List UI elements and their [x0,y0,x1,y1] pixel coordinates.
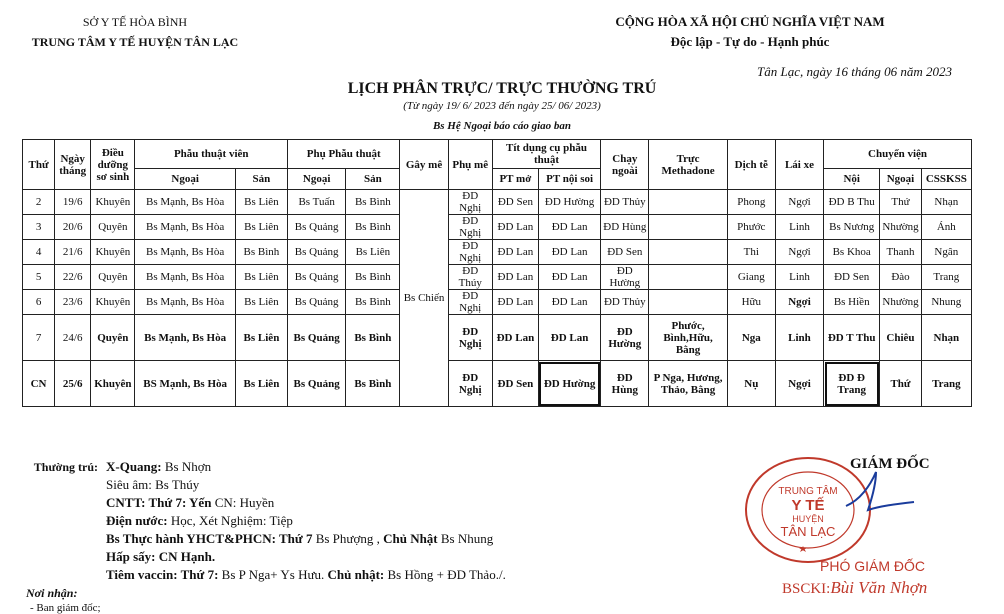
stamp-line-2: Y TẾ [791,497,825,514]
cell-chay: ĐD Sen [601,240,649,265]
sub-cv-csskss: CSSKSS [921,169,971,190]
cell-ptv-san: Bs Liên [235,265,287,290]
cell-noi: ĐD Sen [824,265,880,290]
cell-ppt-san: Bs Bình [346,265,400,290]
org-parent: SỞ Y TẾ HÒA BÌNH [82,15,188,29]
cell-ngoai: Nhường [880,215,921,240]
cell-chay: ĐD Thủy [601,190,649,215]
noi-nhan-item: - Ban giám đốc; [30,602,101,614]
cell-pt-mo: ĐD Lan [492,240,538,265]
cell-lai: Linh [775,215,823,240]
vaccin-cn: Chủ nhật: [327,567,385,582]
signature-scribble [840,466,920,516]
cell-thu: 6 [23,290,55,315]
cell-thu: 7 [23,315,55,361]
cell-ngoai: Thứ [880,361,921,407]
col-lai-xe: Lái xe [775,140,823,190]
cell-csskss: Trang [921,361,971,407]
cell-ppt-san: Bs Bình [346,190,400,215]
signer-prefix: BSCKI: [782,581,831,597]
yhct-label: Bs Thực hành YHCT&PHCN: Thứ 7 [106,531,313,546]
col-phau-thuat-vien: Phẫu thuật viên [135,140,288,169]
director-title: GIÁM ĐỐC [850,456,930,472]
cell-meth [649,190,727,215]
cell-ngay: 25/6 [55,361,91,407]
cell-phu-me: ĐD Thúy [448,265,492,290]
yhct-cn: Chủ Nhật [383,531,438,546]
cell-ptv-ngoai: Bs Mạnh, Bs Hòa [135,315,235,361]
cell-dd: Quyên [91,315,135,361]
cell-noi: Bs Khoa [824,240,880,265]
col-dieu-duong: Điều dưỡng sơ sinh [91,140,135,190]
cell-chay: ĐD Hường [601,265,649,290]
table-row [23,265,972,290]
cell-pt-ns: ĐD Lan [538,315,600,361]
cell-dd: Quyên [91,265,135,290]
cell-ngoai: Thanh [880,240,921,265]
cell-ngay: 20/6 [55,215,91,240]
cell-ppt-ngoai: Bs Quảng [288,215,346,240]
sub-cv-noi: Nội [824,169,880,190]
cell-thu: 2 [23,190,55,215]
cell-ptv-san: Bs Liên [235,361,287,407]
cntt-value: CN: Huyền [211,495,275,510]
cell-csskss: Trang [921,265,971,290]
cell-ppt-ngoai: Bs Quảng [288,265,346,290]
yhct-mid: Bs Phượng , [312,531,384,546]
cell-pt-ns: ĐD Hường [538,361,600,407]
sub-ppt-san: Sản [346,169,400,190]
thuong-tru-label: Thường trú: [33,460,98,474]
sub-ptv-ngoai: Ngoại [135,169,235,190]
table-row [23,361,972,407]
cell-meth: P Nga, Hương, Thảo, Bằng [649,361,727,407]
cell-ptv-san: Bs Liên [235,315,287,361]
table-row [23,215,972,240]
org-name: TRUNG TÂM Y TẾ HUYỆN TÂN LẠC [31,35,239,49]
cell-meth: Phước, Bình,Hữu, Bằng [649,315,727,361]
cell-lai: Ngợi [775,361,823,407]
date-line: Tân Lạc, ngày 16 tháng 06 năm 2023 [757,64,952,79]
cell-lai: Ngợi [775,240,823,265]
cell-ptv-ngoai: BS Mạnh, Bs Hòa [135,361,235,407]
cell-pt-mo: ĐD Lan [492,265,538,290]
cell-dd: Khuyên [91,361,135,407]
table-row [23,315,972,361]
vaccin-mid: Bs P Nga+ Ys Hưu. [218,567,328,582]
cell-ngoai: Nhường [880,290,921,315]
cell-chay: ĐD Thủy [601,290,649,315]
cell-thu: 3 [23,215,55,240]
cntt-label: CNTT: Thứ 7: Yến [106,495,212,510]
table-row [23,190,972,215]
cell-ptv-san: Bs Liên [235,215,287,240]
cell-dich: Thi [727,240,775,265]
yhct-end: Bs Nhung [437,531,494,546]
cell-pt-ns: ĐD Lan [538,240,600,265]
cell-ppt-ngoai: Bs Quảng [288,290,346,315]
cell-gay-me: Bs Chiến [400,190,448,407]
cell-ptv-san: Bs Bình [235,240,287,265]
cell-ppt-san: Bs Bình [346,215,400,240]
sieu-am: Siêu âm: Bs Thúy [106,477,200,492]
xquang-value: Bs Nhợn [161,459,212,474]
cell-ppt-ngoai: Bs Quảng [288,240,346,265]
cell-ptv-san: Bs Liên [235,290,287,315]
cell-phu-me: ĐD Nghị [448,240,492,265]
cell-ptv-ngoai: Bs Mạnh, Bs Hòa [135,240,235,265]
cell-lai: Linh [775,315,823,361]
cell-ppt-ngoai: Bs Quảng [288,315,346,361]
cell-dich: Phong [727,190,775,215]
cell-ppt-san: Bs Bình [346,315,400,361]
stamp-line-4: TÂN LẠC [780,524,836,539]
cell-lai: Ngợi [775,290,823,315]
cell-ngay: 23/6 [55,290,91,315]
cell-meth [649,290,727,315]
cell-ppt-ngoai: Bs Tuấn [288,190,346,215]
cell-dich: Nụ [727,361,775,407]
cell-ppt-san: Bs Bình [346,290,400,315]
cell-dd: Khuyên [91,290,135,315]
col-phu-phau-thuat: Phụ Phẫu thuật [288,140,400,169]
cell-chay: ĐD Hùng [601,361,649,407]
cell-pt-ns: ĐD Lan [538,265,600,290]
cell-csskss: Ngân [921,240,971,265]
dien-nuoc-label: Điện nước: [106,513,168,528]
cell-ngay: 19/6 [55,190,91,215]
signer-name [782,578,927,598]
cell-phu-me: ĐD Nghị [448,215,492,240]
cell-ngay: 22/6 [55,265,91,290]
deputy-director-title: PHÓ GIÁM ĐỐC [820,558,926,574]
sub-pt-noi-soi: PT nội soi [538,169,600,190]
cell-ngoai: Đào [880,265,921,290]
cell-lai: Linh [775,265,823,290]
cell-noi: Bs Nương [824,215,880,240]
cell-noi: Bs Hiền [824,290,880,315]
nation-title: CỘNG HÒA XÃ HỘI CHỦ NGHĨA VIỆT NAM [615,14,885,29]
cell-thu: CN [23,361,55,407]
subtitle: (Từ ngày 19/ 6/ 2023 đến ngày 25/ 06/ 2023) [403,100,601,112]
cell-pt-mo: ĐD Sen [492,361,538,407]
cell-dich: Hữu [727,290,775,315]
footer-notes [28,458,506,584]
cell-csskss: Nhạn [921,190,971,215]
cell-pt-mo: ĐD Lan [492,215,538,240]
cell-csskss: Nhạn [921,315,971,361]
cell-ptv-ngoai: Bs Mạnh, Bs Hòa [135,190,235,215]
cell-ngoai: Thứ [880,190,921,215]
col-thu: Thứ [23,140,55,190]
cell-ptv-ngoai: Bs Mạnh, Bs Hòa [135,215,235,240]
header-left [10,12,260,52]
cell-noi: ĐD B Thu [824,190,880,215]
cell-ptv-san: Bs Liên [235,190,287,215]
cell-noi: ĐD T Thu [824,315,880,361]
sub-pt-mo: PT mở [492,169,538,190]
cell-chay: ĐD Hùng [601,215,649,240]
cell-phu-me: ĐD Nghị [448,190,492,215]
cell-ptv-ngoai: Bs Mạnh, Bs Hòa [135,290,235,315]
cell-pt-ns: ĐD Hường [538,190,600,215]
cell-ngoai: Chiêu [880,315,921,361]
col-ngay: Ngày tháng [55,140,91,190]
dien-nuoc-value: Học, Xét Nghiệm: Tiệp [167,513,293,528]
cell-meth [649,240,727,265]
report-line: Bs Hệ Ngoại báo cáo giao ban [432,120,572,132]
sub-cv-ngoai: Ngoại [880,169,921,190]
cell-dd: Khuyên [91,240,135,265]
cell-phu-me: ĐD Nghị [448,290,492,315]
stamp-line-3: HUYỆN [792,514,824,524]
cell-dd: Quyên [91,215,135,240]
stamp-line-1: TRUNG TÂM [778,486,838,497]
cell-csskss: Ánh [921,215,971,240]
cell-lai: Ngợi [775,190,823,215]
cell-pt-mo: ĐD Lan [492,290,538,315]
cell-ngay: 21/6 [55,240,91,265]
cell-pt-ns: ĐD Lan [538,290,600,315]
cell-ngay: 24/6 [55,315,91,361]
cell-pt-ns: ĐD Lan [538,215,600,240]
cell-dich: Giang [727,265,775,290]
signer-fullname: Bùi Văn Nhợn [830,578,928,597]
col-chay-ngoai: Chạy ngoài [601,140,649,190]
col-dich-te: Dịch tễ [727,140,775,190]
cell-ppt-san: Bs Bình [346,361,400,407]
cell-dich: Phước [727,215,775,240]
cell-ppt-ngoai: Bs Quảng [288,361,346,407]
cell-csskss: Nhung [921,290,971,315]
col-chuyen-vien: Chuyển viện [824,140,972,169]
cell-thu: 4 [23,240,55,265]
cell-chay: ĐD Hường [601,315,649,361]
motto: Độc lập - Tự do - Hạnh phúc [670,34,830,49]
sub-ppt-ngoai: Ngoại [288,169,346,190]
cell-phu-me: ĐD Nghị [448,315,492,361]
col-gay-me: Gây mê [400,140,448,190]
page-title: LỊCH PHÂN TRỰC/ TRỰC THƯỜNG TRÚ [347,80,657,97]
vaccin-label: Tiêm vaccin: Thứ 7: [106,567,219,582]
cell-ptv-ngoai: Bs Mạnh, Bs Hòa [135,265,235,290]
cell-ppt-san: Bs Liên [346,240,400,265]
cell-pt-mo: ĐD Lan [492,315,538,361]
sub-ptv-san: Sản [235,169,287,190]
cell-noi: ĐD Đ Trang [824,361,880,407]
cell-phu-me: ĐD Nghị [448,361,492,407]
xquang-label: X-Quang: [106,459,162,474]
noi-nhan-label: Nơi nhận: [26,586,78,600]
schedule-table [22,139,972,407]
cell-meth [649,265,727,290]
cell-pt-mo: ĐD Sen [492,190,538,215]
header-right [560,12,940,52]
table-row [23,290,972,315]
cell-dich: Nga [727,315,775,361]
col-methadone: Trực Methadone [649,140,727,190]
col-phu-me: Phụ mê [448,140,492,190]
vaccin-end: Bs Hồng + ĐD Thảo./. [384,567,506,582]
col-tit-dung: Tít dụng cụ phẫu thuật [492,140,600,169]
hap-say: Hấp sấy: CN Hạnh. [106,549,216,564]
cell-thu: 5 [23,265,55,290]
table-row [23,240,972,265]
cell-dd: Khuyên [91,190,135,215]
cell-meth [649,215,727,240]
